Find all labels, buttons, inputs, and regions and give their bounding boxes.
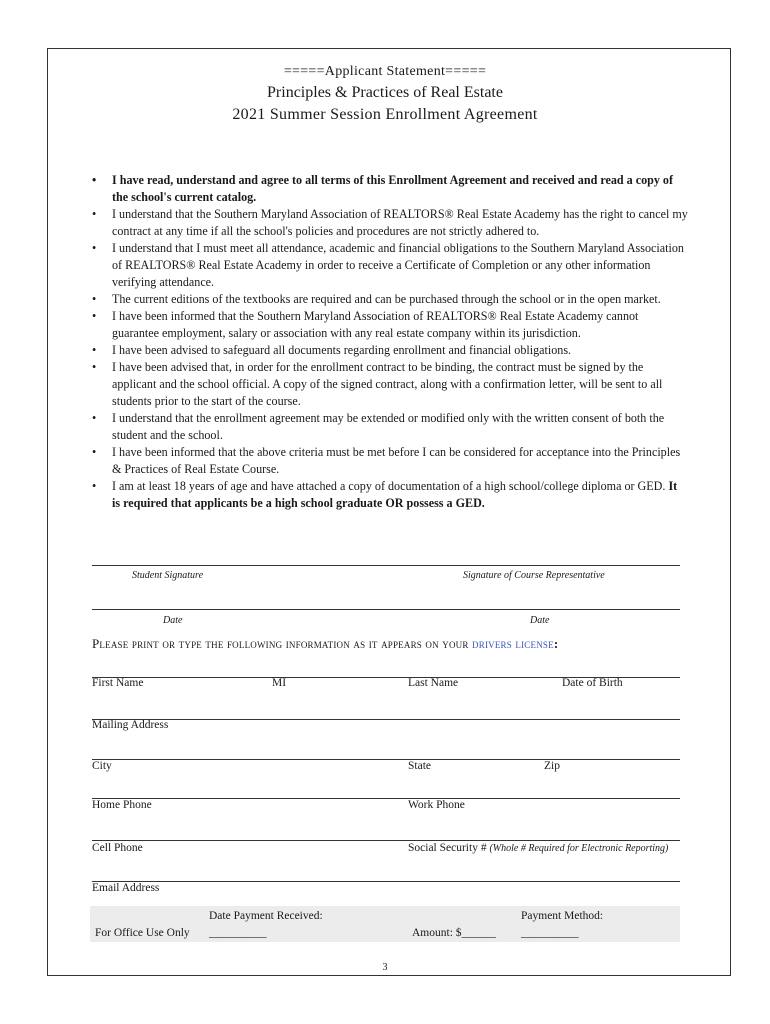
date-line[interactable] — [92, 609, 680, 610]
ssn-label-text: Social Security # — [408, 842, 487, 854]
work-phone-label: Work Phone — [408, 799, 465, 811]
cell-ssn-line[interactable] — [92, 840, 680, 841]
instructions-text: Please print or type the following information as it appears on your — [92, 636, 469, 651]
course-title: Principles & Practices of Real Estate — [267, 84, 503, 101]
term-item: • I understand that the enrollment agreement may be extended or modified only with the written consent of both the student and the school. — [92, 410, 688, 444]
state-label: State — [408, 760, 431, 772]
date-received-blank[interactable]: __________ — [209, 927, 267, 939]
office-use-box — [90, 906, 680, 942]
instructions-colon: : — [553, 636, 559, 651]
last-name-label: Last Name — [408, 677, 459, 689]
term-item: • The current editions of the textbooks are required and can be purchased through the school or in the open market. — [92, 291, 688, 308]
student-date-label: Date — [163, 615, 183, 626]
print-instructions — [92, 636, 558, 652]
term-item — [92, 478, 688, 512]
ssn-label — [408, 842, 668, 854]
representative-signature-label: Signature of Course Representative — [463, 570, 605, 581]
term-item: • I understand that I must meet all attendance, academic and financial obligations to the Southern Maryland Association of REALTORS® Real Estate Academy in order to receive a Certificate of Completion or any other information verifying attendance. — [92, 240, 688, 291]
agreement-title: 2021 Summer Session Enrollment Agreement — [232, 106, 538, 123]
term-item: • I have been advised to safeguard all documents regarding enrollment and financial obligations. — [92, 342, 688, 359]
student-signature-label: Student Signature — [132, 570, 204, 581]
term-item: • I have read, understand and agree to all terms of this Enrollment Agreement and received and read a copy of the school's current catalog. — [92, 172, 688, 206]
dob-label: Date of Birth — [562, 677, 623, 689]
applicant-statement-heading: =====Applicant Statement===== — [283, 64, 487, 79]
cell-phone-label: Cell Phone — [92, 842, 143, 854]
amount-field[interactable]: Amount: $______ — [412, 927, 497, 939]
mailing-address-label: Mailing Address — [92, 719, 169, 731]
first-name-label: First Name — [92, 677, 144, 689]
zip-label: Zip — [544, 760, 560, 772]
page-number: 3 — [382, 962, 388, 973]
date-received-label: Date Payment Received: — [209, 910, 323, 922]
term-bold-text: It is required that applicants be a high school graduate OR possess a GED. — [112, 479, 678, 510]
city-line[interactable] — [92, 759, 680, 760]
city-label: City — [92, 760, 112, 772]
term-item: • I have been advised that, in order for the enrollment contract to be binding, the contract must be signed by the applicant and the school official. A copy of the signed contract, along with a confirmation letter, will be sent to all students prior to the start of the course. — [92, 359, 688, 410]
ssn-note: (Whole # Required for Electronic Reporting) — [489, 843, 669, 854]
signature-line[interactable] — [92, 565, 680, 566]
term-item: • I have been informed that the Southern Maryland Association of REALTORS® Real Estate Academy cannot guarantee employment, salary or association with any real estate company within its jurisdiction. — [92, 308, 688, 342]
payment-method-blank[interactable]: __________ — [521, 927, 579, 939]
term-item: • I understand that the Southern Maryland Association of REALTORS® Real Estate Academy has the right to cancel my contract at any time if all the school's policies and procedures are not strictly adhered to. — [92, 206, 688, 240]
payment-method-label: Payment Method: — [521, 910, 604, 922]
term-item: • I have been informed that the above criteria must be met before I can be considered for acceptance into the Principles & Practices of Real Estate Course. — [92, 444, 688, 478]
agreement-terms-list — [92, 172, 688, 512]
drivers-license-link: drivers license — [472, 636, 554, 651]
representative-date-label: Date — [530, 615, 550, 626]
email-line[interactable] — [92, 881, 680, 882]
phone-line[interactable] — [92, 798, 680, 799]
mailing-address-line[interactable] — [92, 719, 680, 720]
home-phone-label: Home Phone — [92, 799, 152, 811]
term-text: I am at least 18 years of age and have attached a copy of documentation of a high school/college diploma or GED. — [112, 479, 666, 493]
office-use-label: For Office Use Only — [95, 927, 190, 939]
mi-label: MI — [272, 677, 287, 689]
email-label: Email Address — [92, 882, 160, 894]
